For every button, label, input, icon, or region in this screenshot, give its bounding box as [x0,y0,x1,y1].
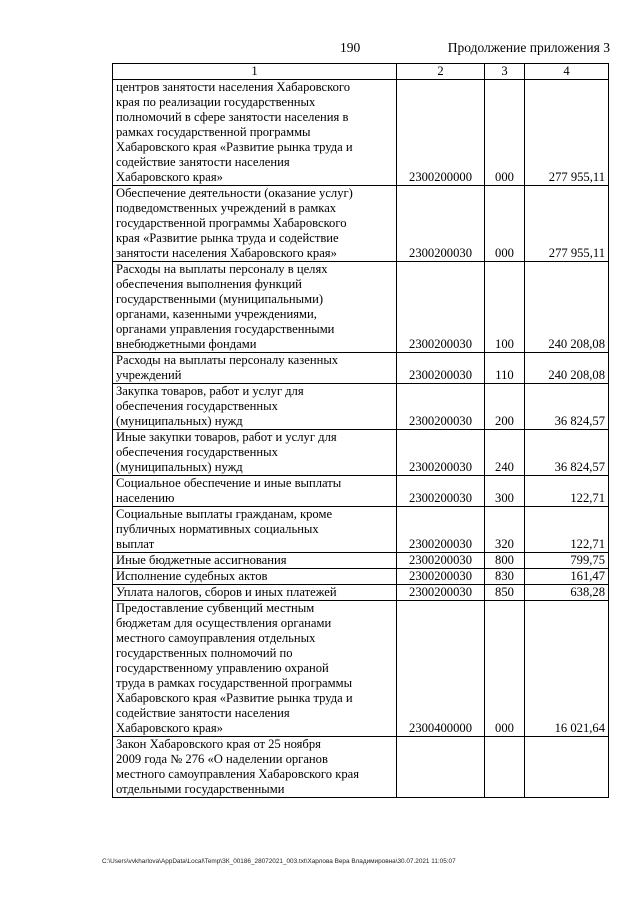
row-code [397,737,485,798]
description-line: Социальные выплаты гражданам, кроме [116,507,333,521]
row-expense-type: 830 [485,569,525,585]
row-amount: 122,71 [525,476,609,507]
description-line: местного самоуправления Хабаровского края [116,767,360,781]
table-row [113,476,609,507]
description-line: Социальное обеспечение и иные выплаты [116,476,342,490]
description-line: Хабаровского края «Развитие рынка труда и [116,691,353,705]
description-line: Хабаровского края «Развитие рынка труда и [116,140,353,154]
description-line: рамках государственной программы [116,125,311,139]
row-amount: 638,28 [525,585,609,601]
row-expense-type: 200 [485,384,525,430]
description-line: подведомственных учреждений в рамках [116,201,337,215]
row-description [113,507,397,553]
row-amount [525,737,609,798]
description-line: обеспечения государственных [116,399,278,413]
row-amount: 799,75 [525,553,609,569]
row-amount: 240 208,08 [525,262,609,353]
description-line: Хабаровского края» [116,721,223,735]
row-code: 2300200030 [397,384,485,430]
row-description [113,384,397,430]
description-line: центров занятости населения Хабаровского [116,80,351,94]
row-description [113,601,397,737]
table-row [113,585,609,601]
description-line: Хабаровского края» [116,170,223,184]
row-amount: 36 824,57 [525,384,609,430]
row-expense-type: 000 [485,186,525,262]
row-amount: 16 021,64 [525,601,609,737]
description-line: выплат [116,537,155,551]
description-line: органами управления государственными [116,322,335,336]
row-expense-type [485,737,525,798]
description-line: государственных полномочий по [116,646,293,660]
description-line: содействие занятости населения [116,155,290,169]
column-header: 3 [485,64,525,80]
description-line: Предоставление субвенций местным [116,601,315,615]
row-expense-type: 000 [485,601,525,737]
table-row [113,737,609,798]
page-number: 190 [340,40,361,55]
description-line: (муниципальных) нужд [116,414,243,428]
row-code: 2300200030 [397,585,485,601]
row-description [113,737,397,798]
row-code: 2300200030 [397,507,485,553]
row-description [113,585,397,601]
row-description [113,186,397,262]
footer-file-path: C:\Users\vvkharlova\AppData\Local\Temp\ЗК_00186_28072021_003.txt\Харлова Вера Владимировна\30.07.2021 11:05:07 [102,858,456,865]
table-row [113,553,609,569]
description-line: содействие занятости населения [116,706,290,720]
table-row [113,353,609,384]
row-code: 2300200030 [397,569,485,585]
description-line: Обеспечение деятельности (оказание услуг) [116,186,353,200]
description-line: публичных нормативных социальных [116,522,319,536]
description-line: органами, казенными учреждениями, [116,307,317,321]
row-description [113,569,397,585]
description-line: государственной программы Хабаровского [116,216,347,230]
description-line: учреждений [116,368,182,382]
table-row [113,569,609,585]
description-line: Иные закупки товаров, работ и услуг для [116,430,337,444]
row-amount: 36 824,57 [525,430,609,476]
description-line: государственными (муниципальными) [116,292,324,306]
row-amount: 240 208,08 [525,353,609,384]
table-row [113,507,609,553]
column-header: 4 [525,64,609,80]
description-line: Исполнение судебных актов [116,569,268,583]
row-expense-type: 320 [485,507,525,553]
row-expense-type: 000 [485,80,525,186]
row-description [113,553,397,569]
description-line: внебюджетными фондами [116,337,257,351]
description-line: отдельными государственными [116,782,285,796]
row-amount: 122,71 [525,507,609,553]
row-description [113,80,397,186]
description-line: местного самоуправления отдельных [116,631,316,645]
description-line: обеспечения государственных [116,445,278,459]
description-line: края «Развитие рынка труда и содействие [116,231,339,245]
column-header: 2 [397,64,485,80]
description-line: Иные бюджетные ассигнования [116,553,287,567]
row-expense-type: 300 [485,476,525,507]
continuation-title: Продолжение приложения 3 [447,40,610,55]
table-row [113,430,609,476]
row-expense-type: 850 [485,585,525,601]
row-expense-type: 240 [485,430,525,476]
row-code: 2300400000 [397,601,485,737]
description-line: Уплата налогов, сборов и иных платежей [116,585,337,599]
description-line: обеспечения выполнения функций [116,277,302,291]
row-code: 2300200030 [397,430,485,476]
row-code: 2300200030 [397,553,485,569]
budget-table [112,63,609,798]
row-expense-type: 800 [485,553,525,569]
table-header-row [113,64,609,80]
description-line: края по реализации государственных [116,95,316,109]
description-line: 2009 года № 276 «О наделении органов [116,752,328,766]
row-code: 2300200030 [397,262,485,353]
row-amount: 161,47 [525,569,609,585]
description-line: бюджетам для осуществления органами [116,616,332,630]
description-line: государственному управлению охраной [116,661,329,675]
description-line: Закон Хабаровского края от 25 ноября [116,737,321,751]
description-line: Закупка товаров, работ и услуг для [116,384,304,398]
description-line: Расходы на выплаты персоналу в целях [116,262,328,276]
description-line: Расходы на выплаты персоналу казенных [116,353,339,367]
row-amount: 277 955,11 [525,186,609,262]
row-expense-type: 110 [485,353,525,384]
description-line: населению [116,491,175,505]
row-code: 2300200030 [397,353,485,384]
description-line: (муниципальных) нужд [116,460,243,474]
row-description [113,262,397,353]
row-description [113,353,397,384]
row-code: 2300200000 [397,80,485,186]
description-line: занятости населения Хабаровского края» [116,246,337,260]
description-line: труда в рамках государственной программы [116,676,353,690]
column-header: 1 [113,64,397,80]
description-line: полномочий в сфере занятости населения в [116,110,349,124]
row-description [113,430,397,476]
table-row [113,384,609,430]
row-amount: 277 955,11 [525,80,609,186]
row-code: 2300200030 [397,186,485,262]
row-description [113,476,397,507]
table-row [113,186,609,262]
table-row [113,601,609,737]
row-expense-type: 100 [485,262,525,353]
table-row [113,262,609,353]
row-code: 2300200030 [397,476,485,507]
table-row [113,80,609,186]
